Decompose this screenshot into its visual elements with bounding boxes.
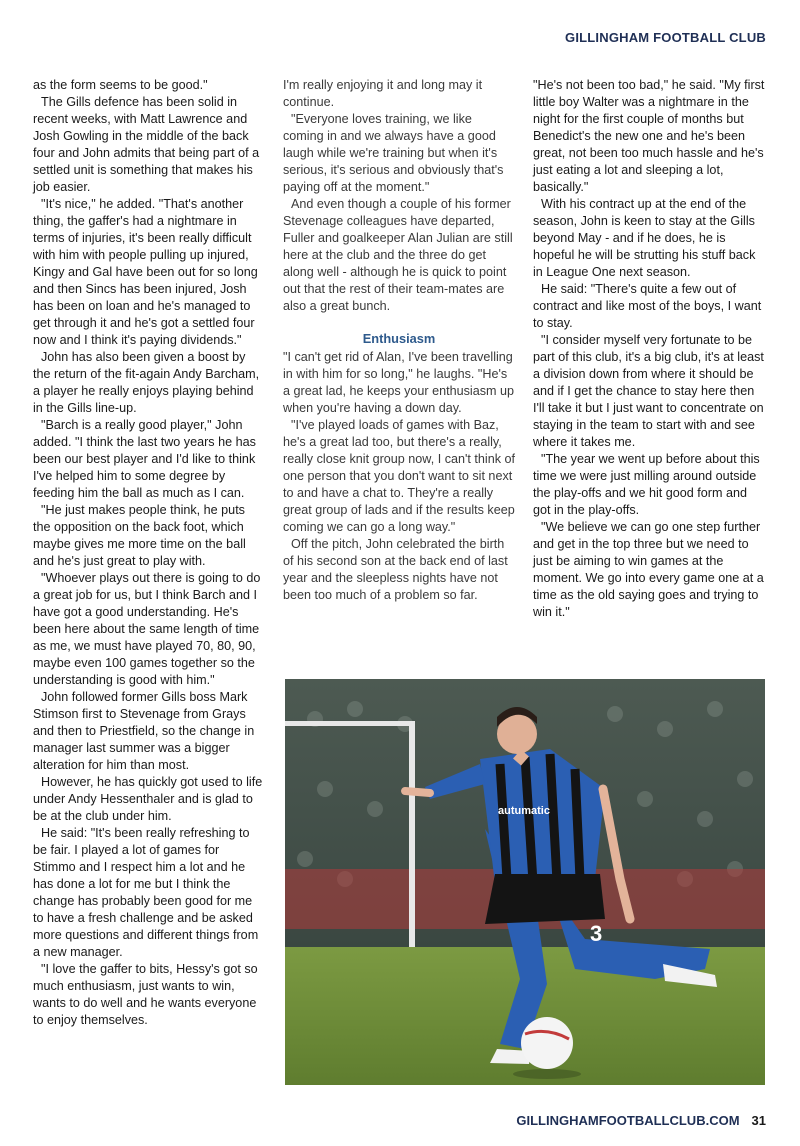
shirt-number: 3	[590, 921, 603, 946]
paragraph: "I've played loads of games with Baz, he's a great lad too, but there's a really, really close knit group now, I can't think of one person that you don't want to sit next to and have a chat to. They're a really great group of lads and if the results keep coming we can go a long way."	[283, 418, 516, 534]
paragraph: "I consider myself very fortunate to be part of this club, it's a big club, it's at least a division down from where it should be and if I get the chance to stay here then I'll take it but I just want to concentrate on staying in the team to start with and see where it takes me.	[533, 333, 764, 449]
paragraph: John followed former Gills boss Mark Stimson first to Stevenage from Grays and then to Priestfield, so the change in manager last summer was a bigger alteration for him than most.	[33, 690, 255, 772]
running-header: GILLINGHAM FOOTBALL CLUB	[565, 30, 766, 45]
paragraph: He said: "There's quite a few out of contract and like most of the boys, I want to stay.	[533, 282, 762, 330]
paragraph: "It's nice," he added. "That's another thing, the gaffer's had a nightmare in terms of injuries, it's been really difficult with him with people pulling up injured, Kingy and Gal have been out for so long and then Sincs has been injured, Josh has been on loan and he's managed to get through it and he's got a settled four now and I think it's paying dividends."	[33, 197, 258, 347]
paragraph: "Barch is a really good player," John added. "I think the last two years he has been our best player and I'd like to think I've helped him to some degree by feeding him the ball as much as I can.	[33, 418, 256, 500]
paragraph: Off the pitch, John celebrated the birth of his second son at the back end of last year and the sleepless nights have not been too much of a problem so far.	[283, 537, 508, 602]
paragraph: John has also been given a boost by the return of the fit-again Andy Barcham, a player he really enjoys playing behind in the Gills line-up.	[33, 350, 260, 415]
paragraph: However, he has quickly got used to life under Andy Hessenthaler and is glad to be at the club under him.	[33, 775, 263, 823]
paragraph: I'm really enjoying it and long may it continue.	[283, 78, 483, 109]
shirt-sponsor-text: autumatic	[498, 805, 550, 817]
paragraph: "Whoever plays out there is going to do a great job for us, but I think Barch and I have got a good understanding. He's been here about the same length of time as me, we must have played 70, 80, 90, maybe even 100 games together so the understanding is good with him."	[33, 571, 261, 687]
subheading-enthusiasm: Enthusiasm	[362, 331, 436, 346]
column-2-bottom	[283, 349, 515, 604]
article-column-2	[283, 77, 515, 604]
page-number: 31	[751, 1113, 766, 1128]
paragraph: "I love the gaffer to bits, Hessy's got so much enthusiasm, just wants to win, wants to do well and he wants everyone to enjoy themselves.	[33, 962, 258, 1027]
page-footer	[516, 1113, 766, 1128]
player-photo	[285, 679, 765, 1085]
paragraph: With his contract up at the end of the season, John is keen to stay at the Gills beyond May - and if he does, he is hopeful he will be strutting his stuff back in League One next season.	[533, 197, 756, 279]
paragraph: "I can't get rid of Alan, I've been travelling in with him for so long," he laughs. "He's a great lad, he keeps your enthusiasm up when you're having a down day.	[283, 350, 515, 415]
column-2-top	[283, 77, 515, 315]
paragraph: "The year we went up before about this time we were just milling around outside the play-offs and we hit good form and got in the play-offs.	[533, 452, 760, 517]
paragraph: The Gills defence has been solid in recent weeks, with Matt Lawrence and Josh Gowling in the middle of the back four and John admits that being part of a settled unit is something that makes his job easier.	[33, 95, 260, 194]
paragraph: as the form seems to be good."	[33, 78, 208, 92]
paragraph: "Everyone loves training, we like coming in and we always have a good laugh while we're training but when it's serious, it's serious and obviously that's paying off at the moment."	[283, 112, 504, 194]
paragraph: He said: "It's been really refreshing to be fair. I played a lot of games for Stimmo and I respect him a lot and he has done a lot for me but I think the change has probably been good for me to have a fresh challenge and be asked more questions and different things from a new manager.	[33, 826, 259, 959]
paragraph: "He's not been too bad," he said. "My first little boy Walter was a nightmare in the night for the first couple of months but Benedict's the new one and he's been great, not been too much hassle and he's just eating a lot and sleeping a lot, basically."	[533, 78, 765, 194]
paragraph: "We believe we can go one step further and get in the top three but we need to just be aiming to win games at the moment. We go into every game one at a time as the old saying goes and trying to win it."	[533, 520, 764, 619]
paragraph: And even though a couple of his former Stevenage colleagues have departed, Fuller and goalkeeper Alan Julian are still here at the club and the three do get along well - although he is quick to point out that the rest of their team-mates are also a great bunch.	[283, 197, 513, 313]
footer-website: GILLINGHAMFOOTBALLCLUB.COM	[516, 1113, 740, 1128]
paragraph: "He just makes people think, he puts the opposition on the back foot, which maybe gives me more time on the ball and he's just great to play with.	[33, 503, 246, 568]
article-column-1	[33, 77, 265, 1029]
player-illustration	[285, 679, 765, 1085]
article-column-3	[533, 77, 765, 621]
